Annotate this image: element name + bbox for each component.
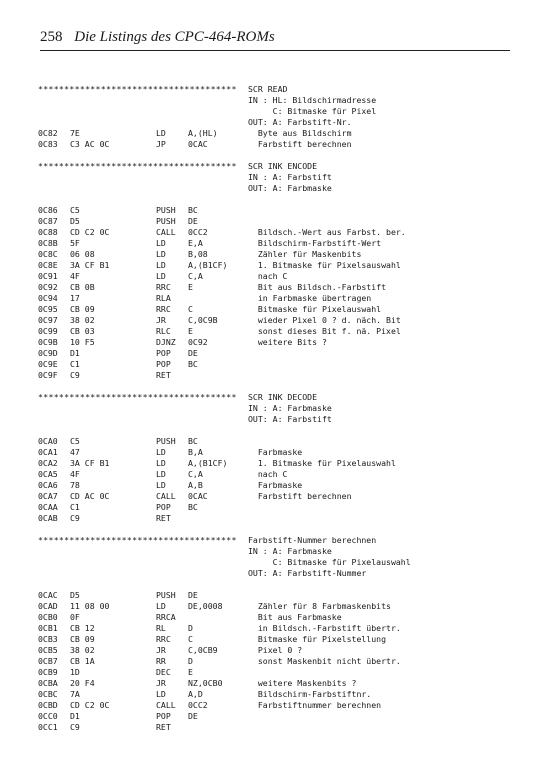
- listing-line: [0, 601, 541, 612]
- mnemonic: RL: [156, 623, 166, 633]
- listing-line: [0, 117, 541, 128]
- opcode-bytes: 0F: [70, 612, 80, 622]
- mnemonic: JR: [156, 645, 166, 655]
- mnemonic: PUSH: [156, 436, 176, 446]
- listing-line: [0, 359, 541, 370]
- mnemonic: RR: [156, 656, 166, 666]
- address: 0C87: [38, 216, 58, 226]
- listing-line: [0, 722, 541, 733]
- address: 0CB3: [38, 634, 58, 644]
- opcode-bytes: 06 08: [70, 249, 95, 259]
- listing-line: [0, 436, 541, 447]
- comment: wieder Pixel 0 ? d. näch. Bit: [248, 315, 401, 325]
- opcode-bytes: C3 AC 0C: [70, 139, 110, 149]
- address: 0CBD: [38, 700, 58, 710]
- comment: SCR INK DECODE: [248, 392, 318, 402]
- listing-line: [0, 95, 541, 106]
- opcode-bytes: D5: [70, 216, 80, 226]
- listing-line: [0, 689, 541, 700]
- section-separator-line: [0, 84, 541, 95]
- opcode-bytes: CD AC 0C: [70, 491, 110, 501]
- comment: in Bildsch.-Farbstift übertr.: [248, 623, 401, 633]
- operand: C,0C9B: [188, 315, 218, 325]
- operand: 0CAC: [188, 491, 208, 501]
- listing-line: [0, 634, 541, 645]
- address: 0C9E: [38, 359, 58, 369]
- opcode-bytes: C1: [70, 502, 80, 512]
- mnemonic: PUSH: [156, 216, 176, 226]
- address: 0CA1: [38, 447, 58, 457]
- comment: Farbmaske: [248, 480, 303, 490]
- comment: C: Bitmaske für Pixelauswahl: [248, 557, 411, 567]
- opcode-bytes: 7E: [70, 128, 80, 138]
- opcode-bytes: 3A CF B1: [70, 260, 110, 270]
- comment: SCR INK ENCODE: [248, 161, 318, 171]
- address: 0C92: [38, 282, 58, 292]
- comment: Zähler für Maskenbits: [248, 249, 362, 259]
- opcode-bytes: D1: [70, 711, 80, 721]
- mnemonic: LD: [156, 238, 166, 248]
- opcode-bytes: 1D: [70, 667, 80, 677]
- listing-line: [0, 568, 541, 579]
- listing-line: [0, 414, 541, 425]
- opcode-bytes: CB 1A: [70, 656, 95, 666]
- mnemonic: CALL: [156, 700, 176, 710]
- operand: 0CC2: [188, 227, 208, 237]
- mnemonic: DJNZ: [156, 337, 176, 347]
- address: 0CAB: [38, 513, 58, 523]
- listing-line: [0, 590, 541, 601]
- address: 0C8C: [38, 249, 58, 259]
- mnemonic: LD: [156, 458, 166, 468]
- opcode-bytes: 38 02: [70, 315, 95, 325]
- operand: C,0CB9: [188, 645, 218, 655]
- mnemonic: RLA: [156, 293, 171, 303]
- listing-line: [0, 227, 541, 238]
- opcode-bytes: D5: [70, 590, 80, 600]
- listing-line: [0, 480, 541, 491]
- address: 0CC0: [38, 711, 58, 721]
- comment: IN : A: Farbstift: [248, 172, 332, 182]
- comment: Bitmaske für Pixelauswahl: [248, 304, 382, 314]
- operand: BC: [188, 436, 198, 446]
- opcode-bytes: 5F: [70, 238, 80, 248]
- listing-line: [0, 667, 541, 678]
- separator-stars: **************************************: [38, 84, 237, 94]
- mnemonic: LD: [156, 271, 166, 281]
- address: 0C9F: [38, 370, 58, 380]
- comment: Zähler für 8 Farbmaskenbits: [248, 601, 391, 611]
- listing-line: [0, 491, 541, 502]
- opcode-bytes: CD C2 0C: [70, 700, 110, 710]
- address: 0CA2: [38, 458, 58, 468]
- opcode-bytes: 17: [70, 293, 80, 303]
- opcode-bytes: 3A CF B1: [70, 458, 110, 468]
- mnemonic: CALL: [156, 227, 176, 237]
- opcode-bytes: CB 09: [70, 304, 95, 314]
- mnemonic: LD: [156, 469, 166, 479]
- address: 0C86: [38, 205, 58, 215]
- operand: A,(B1CF): [188, 458, 228, 468]
- address: 0CAA: [38, 502, 58, 512]
- comment: OUT: A: Farbstift: [248, 414, 332, 424]
- comment: OUT: A: Farbmaske: [248, 183, 332, 193]
- address: 0CB5: [38, 645, 58, 655]
- mnemonic: RRCA: [156, 612, 176, 622]
- comment: Bildsch.-Wert aus Farbst. ber.: [248, 227, 406, 237]
- address: 0CA5: [38, 469, 58, 479]
- mnemonic: RET: [156, 370, 171, 380]
- comment: Bitmaske für Pixelstellung: [248, 634, 387, 644]
- operand: NZ,0CB0: [188, 678, 223, 688]
- address: 0C8B: [38, 238, 58, 248]
- operand: 0CC2: [188, 700, 208, 710]
- mnemonic: LD: [156, 447, 166, 457]
- opcode-bytes: C1: [70, 359, 80, 369]
- separator-stars: **************************************: [38, 392, 237, 402]
- mnemonic: POP: [156, 359, 171, 369]
- listing-line: [0, 216, 541, 227]
- mnemonic: RRC: [156, 304, 171, 314]
- operand: B,08: [188, 249, 208, 259]
- mnemonic: JR: [156, 678, 166, 688]
- opcode-bytes: CD C2 0C: [70, 227, 110, 237]
- address: 0C82: [38, 128, 58, 138]
- comment: weitere Bits ?: [248, 337, 327, 347]
- comment: Byte aus Bildschirm: [248, 128, 352, 138]
- mnemonic: JP: [156, 139, 166, 149]
- address: 0CAD: [38, 601, 58, 611]
- listing-line: [0, 315, 541, 326]
- listing-line: [0, 623, 541, 634]
- address: 0C9B: [38, 337, 58, 347]
- listing-line: [0, 282, 541, 293]
- comment: Farbstift berechnen: [248, 491, 352, 501]
- listing-line: [0, 238, 541, 249]
- address: 0C8E: [38, 260, 58, 270]
- comment: Bit aus Bildsch.-Farbstift: [248, 282, 387, 292]
- listing-line: [0, 205, 541, 216]
- mnemonic: LD: [156, 689, 166, 699]
- mnemonic: POP: [156, 348, 171, 358]
- listing-line: [0, 612, 541, 623]
- operand: DE: [188, 348, 198, 358]
- listing-line: [0, 711, 541, 722]
- operand: BC: [188, 205, 198, 215]
- opcode-bytes: 78: [70, 480, 80, 490]
- address: 0CA0: [38, 436, 58, 446]
- opcode-bytes: C9: [70, 513, 80, 523]
- comment: weitere Maskenbits ?: [248, 678, 357, 688]
- comment: sonst Maskenbit nicht übertr.: [248, 656, 401, 666]
- comment: IN : A: Farbmaske: [248, 403, 332, 413]
- opcode-bytes: 10 F5: [70, 337, 95, 347]
- mnemonic: JR: [156, 315, 166, 325]
- mnemonic: RET: [156, 722, 171, 732]
- comment: OUT: A: Farbstift-Nummer: [248, 568, 367, 578]
- comment: IN : A: Farbmaske: [248, 546, 332, 556]
- listing-line: [0, 326, 541, 337]
- address: 0CA7: [38, 491, 58, 501]
- mnemonic: LD: [156, 260, 166, 270]
- listing-line: [0, 403, 541, 414]
- page-number: 258: [40, 29, 63, 45]
- listing-line: [0, 348, 541, 359]
- address: 0CB7: [38, 656, 58, 666]
- operand: DE: [188, 216, 198, 226]
- mnemonic: RLC: [156, 326, 171, 336]
- listing-line: [0, 458, 541, 469]
- comment: 1. Bitmaske für Pixelsauswahl: [248, 260, 401, 270]
- address: 0CC1: [38, 722, 58, 732]
- section-separator-line: [0, 392, 541, 403]
- listing-line: [0, 678, 541, 689]
- comment: SCR READ: [248, 84, 288, 94]
- mnemonic: POP: [156, 502, 171, 512]
- comment: sonst dieses Bit f. nä. Pixel: [248, 326, 401, 336]
- listing-line: [0, 271, 541, 282]
- opcode-bytes: C9: [70, 722, 80, 732]
- mnemonic: RRC: [156, 282, 171, 292]
- separator-stars: **************************************: [38, 161, 237, 171]
- operand: DE: [188, 590, 198, 600]
- opcode-bytes: C5: [70, 205, 80, 215]
- mnemonic: LD: [156, 601, 166, 611]
- listing-line: [0, 502, 541, 513]
- listing-line: [0, 293, 541, 304]
- opcode-bytes: 20 F4: [70, 678, 95, 688]
- opcode-bytes: 7A: [70, 689, 80, 699]
- address: 0CB9: [38, 667, 58, 677]
- page-title: Die Listings des CPC-464-ROMs: [74, 29, 275, 45]
- comment: Bildschirm-Farbstiftnr.: [248, 689, 372, 699]
- address: 0C94: [38, 293, 58, 303]
- opcode-bytes: 47: [70, 447, 80, 457]
- listing-line: [0, 447, 541, 458]
- opcode-bytes: 11 08 00: [70, 601, 110, 611]
- comment: Farbstiftnummer berechnen: [248, 700, 382, 710]
- opcode-bytes: CB 09: [70, 634, 95, 644]
- operand: E,A: [188, 238, 203, 248]
- section-separator-line: [0, 535, 541, 546]
- listing-line: [0, 700, 541, 711]
- listing-line: [0, 557, 541, 568]
- opcode-bytes: 38 02: [70, 645, 95, 655]
- mnemonic: LD: [156, 128, 166, 138]
- operand: D: [188, 656, 193, 666]
- opcode-bytes: C9: [70, 370, 80, 380]
- address: 0CB0: [38, 612, 58, 622]
- address: 0CBC: [38, 689, 58, 699]
- comment: OUT: A: Farbstift-Nr.: [248, 117, 352, 127]
- address: 0CA6: [38, 480, 58, 490]
- mnemonic: CALL: [156, 491, 176, 501]
- listing-line: [0, 183, 541, 194]
- comment: Farbstift berechnen: [248, 139, 352, 149]
- comment: nach C: [248, 271, 288, 281]
- opcode-bytes: 4F: [70, 271, 80, 281]
- listing-line: [0, 128, 541, 139]
- address: 0C97: [38, 315, 58, 325]
- section-separator-line: [0, 161, 541, 172]
- address: 0C91: [38, 271, 58, 281]
- mnemonic: PUSH: [156, 590, 176, 600]
- opcode-bytes: C5: [70, 436, 80, 446]
- opcode-bytes: CB 12: [70, 623, 95, 633]
- operand: B,A: [188, 447, 203, 457]
- listing-line: [0, 337, 541, 348]
- mnemonic: PUSH: [156, 205, 176, 215]
- listing-line: [0, 546, 541, 557]
- operand: 0CAC: [188, 139, 208, 149]
- listing-line: [0, 645, 541, 656]
- address: 0C88: [38, 227, 58, 237]
- comment: Farbmaske: [248, 447, 303, 457]
- operand: A,(HL): [188, 128, 218, 138]
- mnemonic: LD: [156, 480, 166, 490]
- comment: Farbstift-Nummer berechnen: [248, 535, 377, 545]
- listing-line: [0, 469, 541, 480]
- operand: E: [188, 282, 193, 292]
- address: 0CB1: [38, 623, 58, 633]
- comment: Bildschirm-Farbstift-Wert: [248, 238, 382, 248]
- comment: Pixel 0 ?: [248, 645, 303, 655]
- comment: C: Bitmaske für Pixel: [248, 106, 377, 116]
- operand: E: [188, 326, 193, 336]
- address: 0C83: [38, 139, 58, 149]
- listing-line: [0, 656, 541, 667]
- operand: DE: [188, 711, 198, 721]
- address: 0CAC: [38, 590, 58, 600]
- listing-line: [0, 260, 541, 271]
- operand: C,A: [188, 469, 203, 479]
- operand: C,A: [188, 271, 203, 281]
- separator-stars: **************************************: [38, 535, 237, 545]
- listing-line: [0, 172, 541, 183]
- address: 0CBA: [38, 678, 58, 688]
- mnemonic: RRC: [156, 634, 171, 644]
- comment: nach C: [248, 469, 288, 479]
- address: 0C99: [38, 326, 58, 336]
- address: 0C9D: [38, 348, 58, 358]
- operand: E: [188, 667, 193, 677]
- mnemonic: RET: [156, 513, 171, 523]
- operand: BC: [188, 359, 198, 369]
- listing-line: [0, 139, 541, 150]
- address: 0C95: [38, 304, 58, 314]
- listing-line: [0, 249, 541, 260]
- operand: DE,0008: [188, 601, 223, 611]
- opcode-bytes: CB 0B: [70, 282, 95, 292]
- operand: A,B: [188, 480, 203, 490]
- operand: A,(B1CF): [188, 260, 228, 270]
- comment: Bit aus Farbmaske: [248, 612, 342, 622]
- operand: C: [188, 634, 193, 644]
- listing-line: [0, 106, 541, 117]
- opcode-bytes: CB 03: [70, 326, 95, 336]
- comment: in Farbmaske übertragen: [248, 293, 372, 303]
- listing-line: [0, 370, 541, 381]
- operand: C: [188, 304, 193, 314]
- mnemonic: LD: [156, 249, 166, 259]
- operand: A,D: [188, 689, 203, 699]
- comment: IN : HL: Bildschirmadresse: [248, 95, 377, 105]
- opcode-bytes: D1: [70, 348, 80, 358]
- operand: 0C92: [188, 337, 208, 347]
- operand: BC: [188, 502, 198, 512]
- operand: D: [188, 623, 193, 633]
- comment: 1. Bitmaske für Pixelauswahl: [248, 458, 396, 468]
- listing-line: [0, 304, 541, 315]
- mnemonic: POP: [156, 711, 171, 721]
- mnemonic: DEC: [156, 667, 171, 677]
- opcode-bytes: 4F: [70, 469, 80, 479]
- listing-line: [0, 513, 541, 524]
